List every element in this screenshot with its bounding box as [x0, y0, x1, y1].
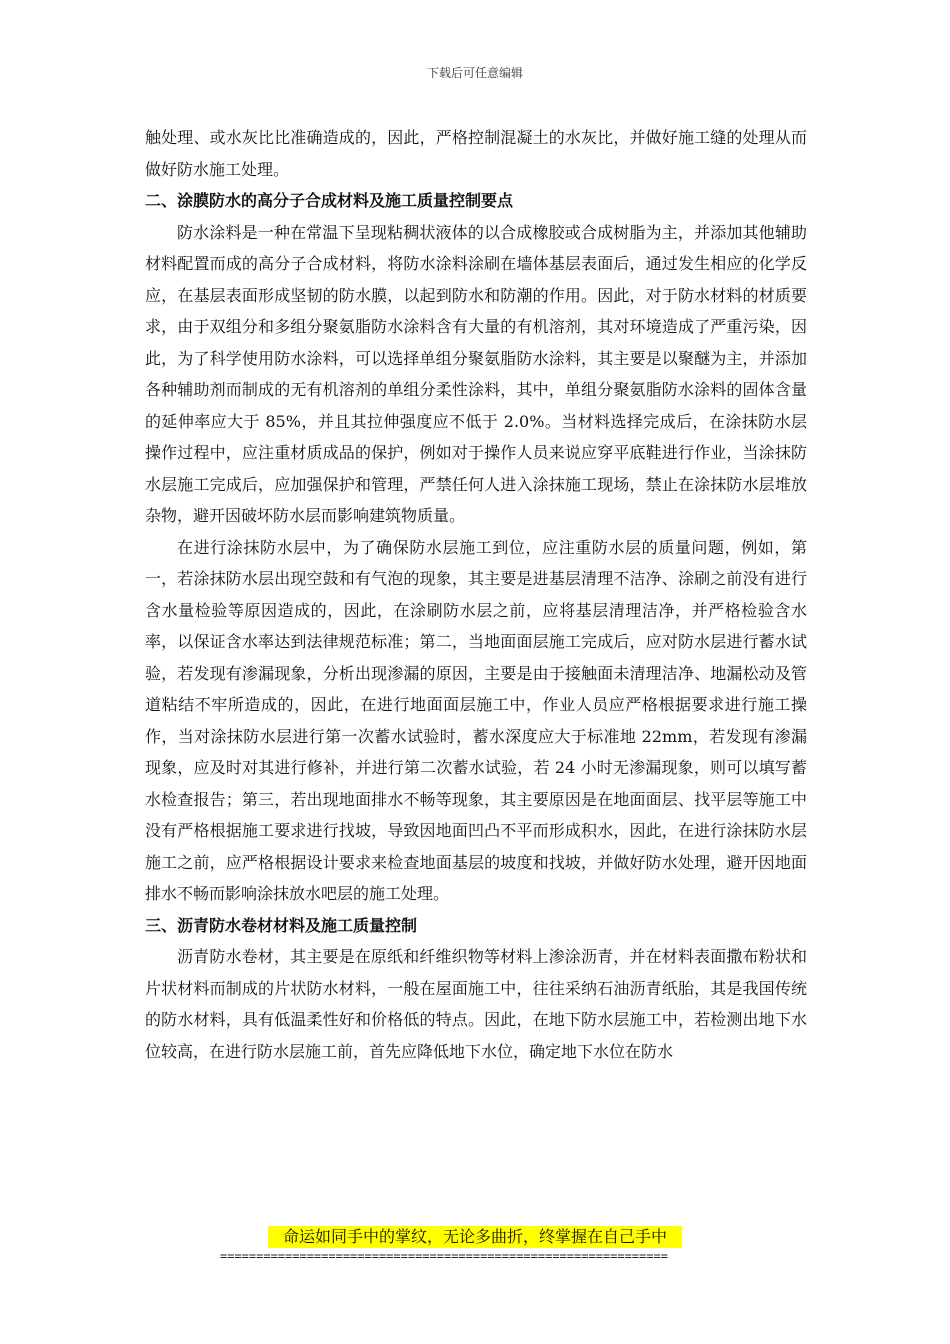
paragraph-asphalt-membrane: 沥青防水卷材，其主要是在原纸和纤维织物等材料上渗涂沥青，并在材料表面撒布粉状和片状材料而制成的片状防水材料，一般在屋面施工中，往往采纳石油沥青纸胎，其是我国传统的防水材料，具有低温柔性好和价格低的特点。因此，在地下防水层施工中，若检测出地下水位较高，在进行防水层施工前，首先应降低地下水位，确定地下水位在防水 [145, 947, 807, 1061]
paragraph-coating-materials: 防水涂料是一种在常温下呈现粘稠状液体的以合成橡胶或合成树脂为主，并添加其他辅助材料配置而成的高分子合成材料，将防水涂料涂刷在墙体基层表面后，通过发生相应的化学反应，在基层表面形成坚韧的防水膜，以起到防水和防潮的作用。因此，对于防水材料的材质要求，由于双组分和多组分聚氨脂防水涂料含有大量的有机溶剂，其对环境造成了严重污染，因此，为了科学使用防水涂料，可以选择单组分聚氨脂防水涂料，其主要是以聚醚为主，并添加各种辅助剂而制成的无有机溶剂的单组分柔性涂料，其中，单组分聚氨脂防水涂料的固体含量的延伸率应大于 85%，并且其拉伸强度应不低于 2.0%。当材料选择完成后，在涂抹防水层操作过程中，应注重材质成品的保护，例如对于操作人员来说应穿平底鞋进行作业，当涂抹防水层施工完成后，应加强保护和管理，严禁任何人进入涂抹施工现场，禁止在涂抹防水层堆放杂物，避开因破坏防水层而影响建筑物质量。 [145, 222, 807, 525]
footer-slogan: 命运如同手中的掌纹，无论多曲折，终掌握在自己手中 [268, 1226, 682, 1248]
paragraph-coating-quality: 在进行涂抹防水层中，为了确保防水层施工到位，应注重防水层的质量问题，例如，第一，若涂抹防水层出现空鼓和有气泡的现象，其主要是进基层清理不洁净、涂刷之前没有进行含水量检验等原因造成的，因此，在涂刷防水层之前，应将基层清理洁净，并严格检验含水率，以保证含水率达到法律规范标准；第二，当地面面层施工完成后，应对防水层进行蓄水试验，若发现有渗漏现象，分析出现渗漏的原因，主要是由于接触面未清理洁净、地漏松动及管道粘结不牢所造成的，因此，在进行地面面层施工中，作业人员应严格根据要求进行施工操作，当对涂抹防水层进行第一次蓄水试验时，蓄水深度应大于标准地 22mm，若发现有渗漏现象，应及时对其进行修补，并进行第二次蓄水试验，若 24 小时无渗漏现象，则可以填写蓄水检查报告；第三，若出现地面排水不畅等现象，其主要原因是在地面面层、找平层等施工中没有严格根据施工要求进行找坡，导致因地面凹凸不平而形成积水，因此，在进行涂抹防水层施工之前，应严格根据设计要求来检查地面基层的坡度和找坡，并做好防水处理，避开因地面排水不畅而影响涂抹放水吧层的施工处理。 [145, 537, 807, 903]
section-heading-2: 二、涂膜防水的高分子合成材料及施工质量控制要点 [145, 191, 514, 210]
paragraph-continuation: 触处理、或水灰比比准确造成的，因此，严格控制混凝土的水灰比，并做好施工缝的处理从而做好防水施工处理。 [145, 128, 807, 179]
footer-rule: ============================================================== [220, 1249, 668, 1263]
document-body [145, 122, 807, 1067]
section-heading-3: 三、沥青防水卷材材料及施工质量控制 [145, 915, 418, 935]
page-header-note: 下载后可任意编辑 [426, 66, 523, 80]
